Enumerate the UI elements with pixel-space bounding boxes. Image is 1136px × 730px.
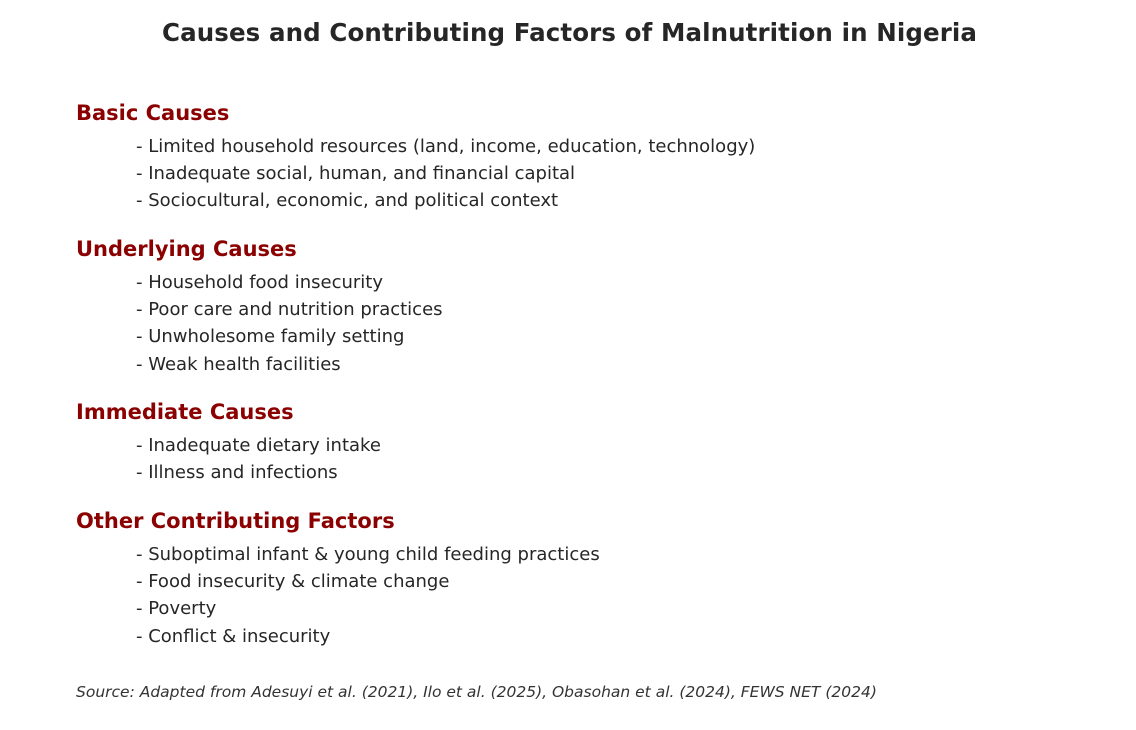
item-list [76,432,381,486]
section-heading: Immediate Causes [76,400,294,424]
section-other-contributing-factors [76,507,600,650]
page-title: Causes and Contributing Factors of Malnutrition in Nigeria [162,18,978,47]
list-item: - Conflict & insecurity [136,625,331,647]
item-list [76,269,443,378]
list-item: - Unwholesome family setting [136,326,405,348]
list-item: - Sociocultural, economic, and political context [136,190,559,212]
list-item: - Illness and infections [136,462,338,484]
section-heading: Basic Causes [76,101,230,125]
list-item: - Poor care and nutrition practices [136,299,443,321]
section-basic-causes [76,99,755,215]
list-item: - Suboptimal infant & young child feeding practices [136,544,600,565]
section-underlying-causes [76,235,443,378]
list-item: - Poverty [136,598,217,620]
item-list [76,133,755,215]
list-item: - Inadequate social, human, and financial capital [136,163,576,185]
source-citation: Source: Adapted from Adesuyi et al. (2021), Ilo et al. (2025), Obasohan et al. (2024), FEWS NET (2024) [76,683,877,701]
section-immediate-causes [76,398,381,486]
list-item: - Weak health facilities [136,353,341,375]
list-item: - Food insecurity & climate change [136,571,450,593]
item-list [76,541,600,650]
section-heading: Other Contributing Factors [76,509,395,533]
list-item: - Household food insecurity [136,272,383,293]
list-item: - Inadequate dietary intake [136,435,381,456]
list-item: - Limited household resources (land, income, education, technology) [136,136,756,157]
section-heading: Underlying Causes [76,237,297,261]
